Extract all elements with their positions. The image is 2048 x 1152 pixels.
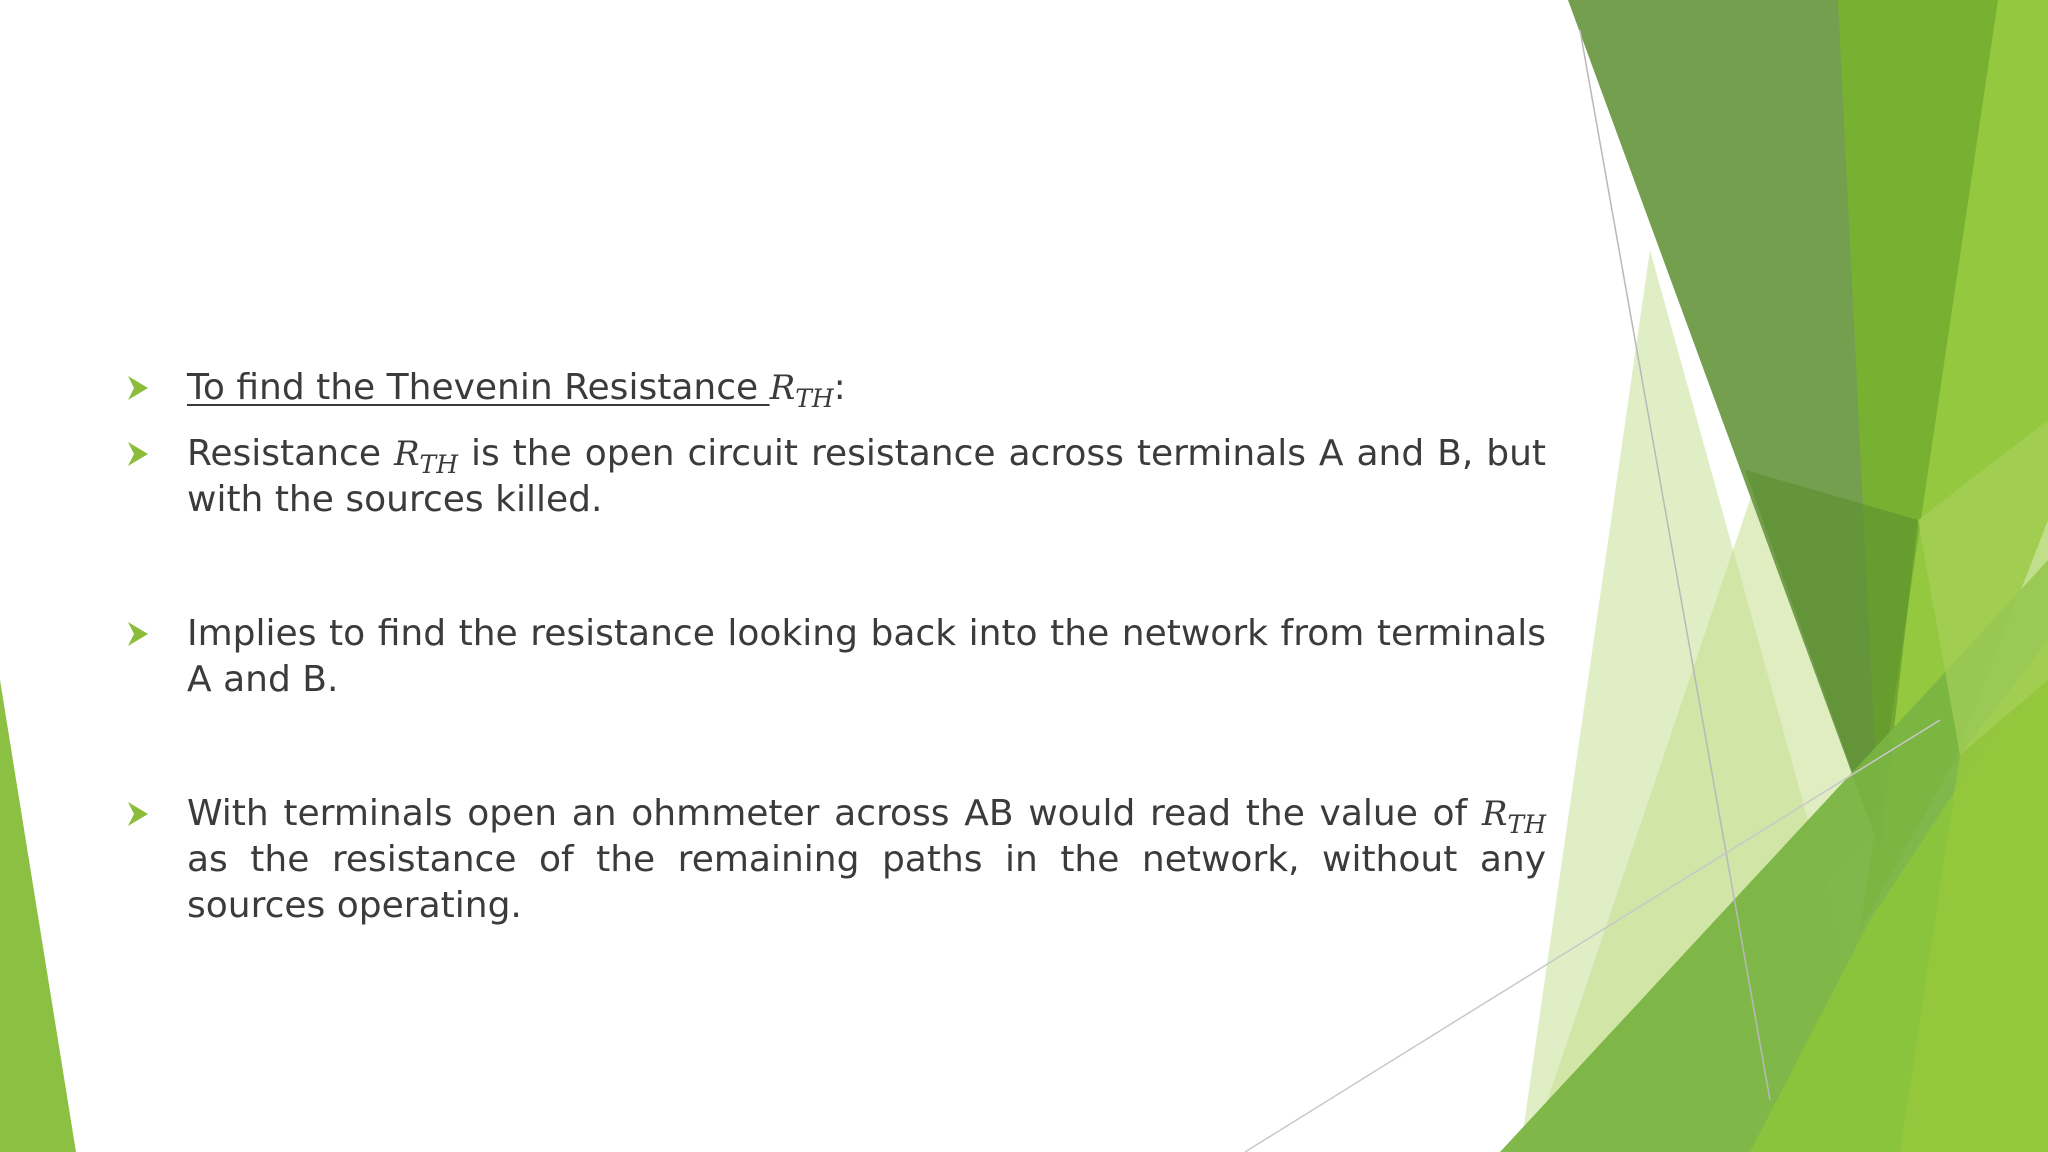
math-r-th: $R_{TH}$ bbox=[1481, 794, 1546, 839]
bullet-2-prefix: Resistance bbox=[187, 433, 394, 474]
bullet-3-text: Implies to find the resistance looking back into the network from terminals A and B. bbox=[187, 613, 1546, 700]
math-r-th: $R_{TH}$ bbox=[769, 368, 834, 413]
bullet-item-4 bbox=[126, 791, 1546, 929]
math-r-th: $R_{TH}$ bbox=[393, 434, 459, 479]
arrow-bullet-icon bbox=[126, 619, 150, 649]
bullet-1-prefix: To find the Thevenin Resistance bbox=[187, 367, 770, 408]
bullet-1-suffix: : bbox=[833, 367, 846, 408]
bullet-4-prefix: With terminals open an ohmmeter across AB would read the value of bbox=[187, 793, 1482, 834]
bullet-4-suffix: as the resistance of the remaining paths in the network, without any sources operating. bbox=[187, 839, 1546, 926]
bullet-1-text bbox=[187, 367, 770, 408]
left-green-sliver bbox=[0, 680, 76, 1152]
arrow-bullet-icon bbox=[126, 439, 150, 469]
bullet-item-1 bbox=[126, 365, 1546, 411]
bullet-item-3 bbox=[126, 611, 1546, 703]
slide-body bbox=[126, 365, 1546, 929]
arrow-bullet-icon bbox=[126, 799, 150, 829]
bullet-item-2 bbox=[126, 431, 1546, 523]
bullet-2-suffix: is the open circuit resistance across terminals A and B, but with the sources killed. bbox=[187, 433, 1546, 520]
arrow-bullet-icon bbox=[126, 373, 150, 403]
